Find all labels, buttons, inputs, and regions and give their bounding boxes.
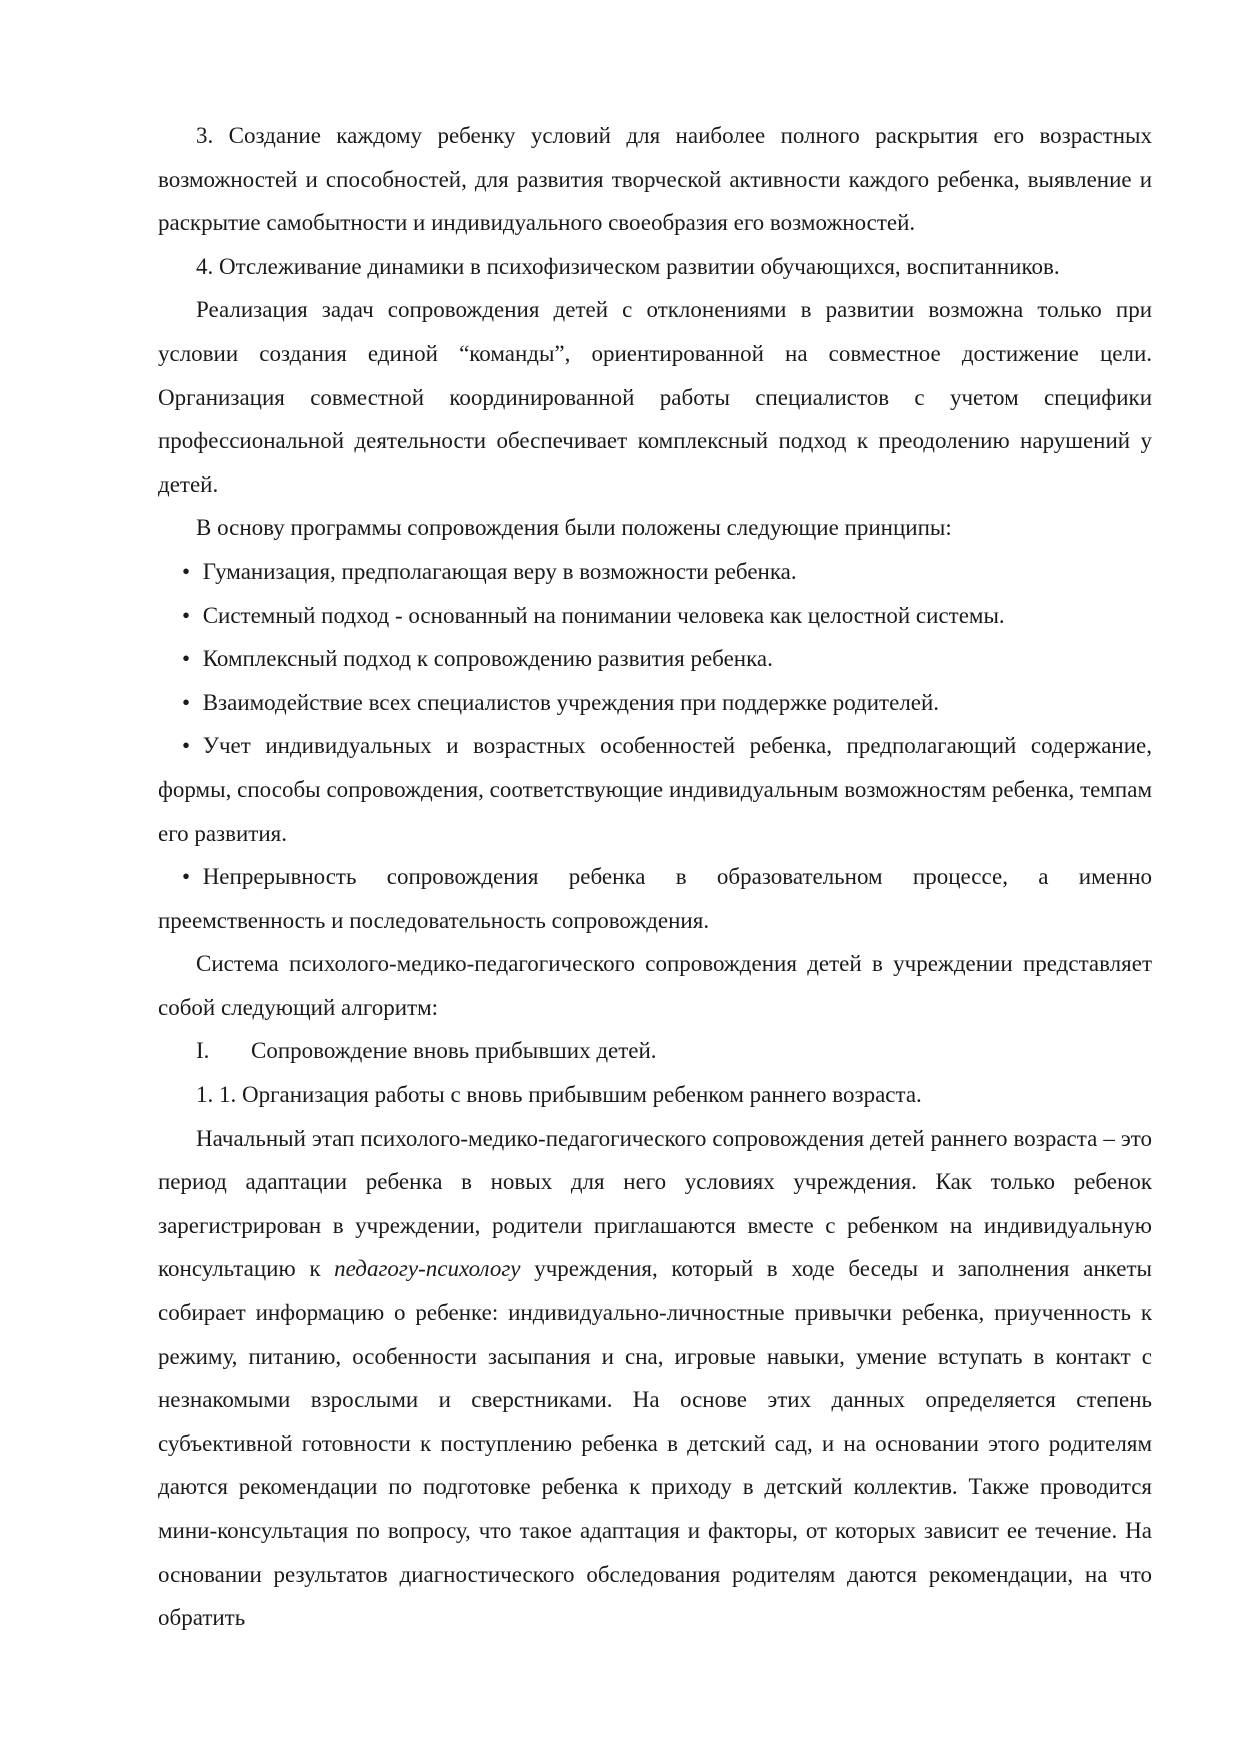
bullet-icon: • bbox=[182, 689, 191, 715]
paragraph-system: Система психолого-медико-педагогического сопровождения детей в учреждении представляет собой следующий алгоритм: bbox=[158, 951, 1152, 1020]
bullet-icon: • bbox=[182, 646, 191, 672]
paragraph-initial-stage bbox=[158, 1117, 1152, 1640]
bullet-text: Непрерывность сопровождения ребенка в образовательном процессе, а именно преемственность и последовательность сопровождения. bbox=[158, 864, 1152, 933]
bullet-icon: • bbox=[182, 558, 191, 584]
bullet-text: Учет индивидуальных и возрастных особенностей ребенка, предполагающий содержание, формы, способы сопровождения, соответствующие индивидуальным возможностям ребенка, темпам его развития. bbox=[158, 733, 1152, 846]
paragraph-principles-intro: В основу программы сопровождения были положены следующие принципы: bbox=[196, 515, 952, 541]
bullet-item bbox=[158, 855, 1152, 942]
bullet-icon: • bbox=[182, 602, 191, 628]
paragraph-text: Начальный этап психолого-медико-педагогического сопровождения детей раннего возраста – это период адаптации ребенка в новых для него условиях учреждения. Как только ребенок зарегистрирован в учреждении, родители приглашаются вместе с ребенком на индивидуальную консультацию к bbox=[158, 1125, 1152, 1282]
bullet-item bbox=[158, 681, 1152, 725]
section-number: I. bbox=[196, 1038, 210, 1064]
paragraph-item-4: 4. Отслеживание динамики в психофизическом развитии обучающихся, воспитанников. bbox=[196, 253, 1060, 279]
subsection-heading: 1. 1. Организация работы с вновь прибывшим ребенком раннего возраста. bbox=[196, 1082, 922, 1108]
bullet-text: Системный подход - основанный на понимании человека как целостной системы. bbox=[202, 602, 1005, 628]
bullet-item bbox=[158, 594, 1152, 638]
document-body bbox=[158, 114, 1152, 1640]
paragraph-text: учреждения, который в ходе беседы и заполнения анкеты собирает информацию о ребенке: индивидуально-личностные привычки ребенка, приученность к режиму, питанию, особенности засыпания и сна, игровые навыки, умение вступать в контакт с незнакомыми взрослыми и сверстниками. На основе этих данных определяется степень субъективной готовности к поступлению ребенка в детский сад, и на основании этого родителям даются рекомендации по подготовке ребенка к приходу в детский коллектив. Также проводится мини-консультация по вопросу, что такое адаптация и факторы, от которых зависит ее течение. На основании результатов диагностического обследования родителям даются рекомендации, на что обратить bbox=[158, 1256, 1152, 1631]
bullet-item bbox=[158, 637, 1152, 681]
bullet-item bbox=[158, 724, 1152, 855]
bullet-text: Комплексный подход к сопровождению развития ребенка. bbox=[202, 646, 773, 672]
paragraph-item-3: 3. Создание каждому ребенку условий для наиболее полного раскрытия его возрастных возможностей и способностей, для развития творческой активности каждого ребенка, выявление и раскрытие самобытности и индивидуального своеобразия его возможностей. bbox=[158, 123, 1152, 236]
emphasis-text: педагогу-психологу bbox=[334, 1256, 521, 1282]
bullet-icon: • bbox=[182, 733, 191, 759]
bullet-text: Взаимодействие всех специалистов учреждения при поддержке родителей. bbox=[202, 689, 940, 715]
section-heading bbox=[158, 1029, 1152, 1073]
bullet-text: Гуманизация, предполагающая веру в возможности ребенка. bbox=[202, 558, 797, 584]
section-title: Сопровождение вновь прибывших детей. bbox=[251, 1038, 657, 1064]
paragraph-team: Реализация задач сопровождения детей с отклонениями в развитии возможна только при условии создания единой “команды”, ориентированной на совместное достижение цели. Организация совместной координированной работы специалистов с учетом специфики профессиональной деятельности обеспечивает комплексный подход к преодолению нарушений у детей. bbox=[158, 297, 1152, 497]
bullet-icon: • bbox=[182, 864, 191, 890]
bullet-item bbox=[158, 550, 1152, 594]
